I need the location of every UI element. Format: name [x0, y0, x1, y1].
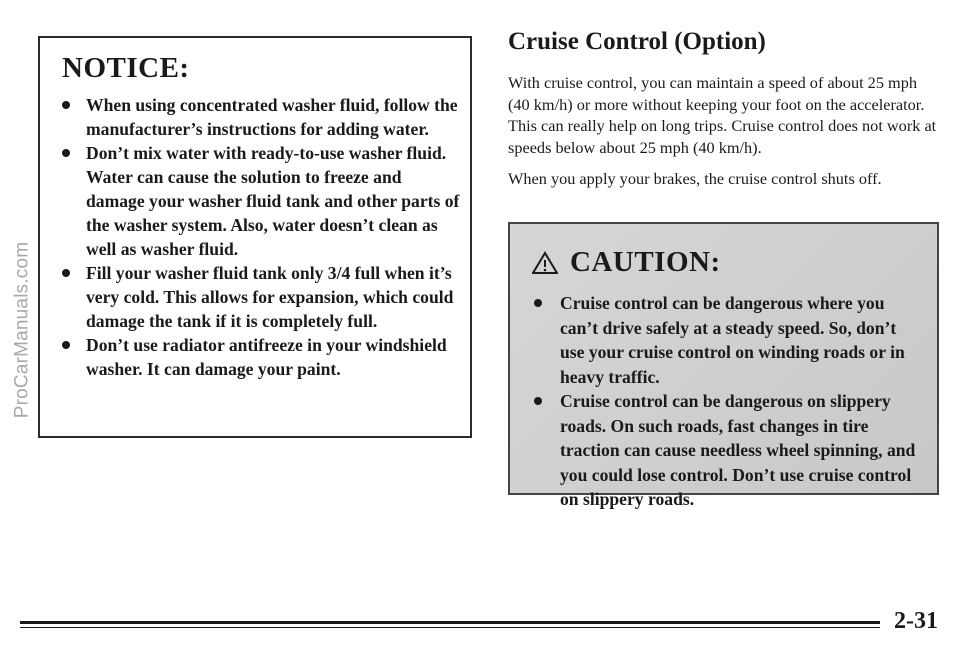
- body-paragraph: When you apply your brakes, the cruise control shuts off.: [508, 169, 882, 188]
- notice-item: [52, 333, 460, 381]
- bullet-icon: [62, 341, 70, 349]
- footer-rule: [20, 621, 880, 624]
- notice-item-text: Fill your washer fluid tank only 3/4 full when it’s very cold. This allows for expansion, which could damage the tank if it is completely full.: [86, 263, 454, 331]
- body-paragraph: With cruise control, you can maintain a speed of about 25 mph (40 km/h) or more without keeping your foot on the accelerator. This can really help on long trips. Cruise control does not work at speeds below about 25 mph (40 km/h).: [508, 73, 937, 157]
- watermark: [6, 130, 38, 530]
- watermark-text: ProCarManuals.com: [11, 241, 33, 419]
- caution-box: [508, 222, 939, 509]
- caution-header: [532, 246, 925, 279]
- caution-item: [522, 389, 925, 512]
- caution-item-text: Cruise control can be dangerous on slippery roads. On such roads, fast changes in tire traction can cause needless wheel spinning, and you could lose control. Don’t use cruise control on slippery roads.: [560, 391, 916, 509]
- section-title: Cruise Control (Option): [508, 28, 766, 55]
- notice-item-text: When using concentrated washer fluid, follow the manufacturer’s instructions for adding water.: [86, 95, 458, 139]
- caution-item: [522, 291, 925, 389]
- notice-list: [52, 93, 460, 381]
- notice-item-text: Don’t use radiator antifreeze in your windshield washer. It can damage your paint.: [86, 335, 447, 379]
- notice-box: [38, 36, 472, 438]
- bullet-icon: [62, 101, 70, 109]
- notice-item: [52, 141, 460, 261]
- notice-item: [52, 93, 460, 141]
- warning-triangle-icon: [532, 251, 558, 275]
- caution-item-text: Cruise control can be dangerous where you can’t drive safely at a steady speed. So, don’t use your cruise control on winding roads or in heavy traffic.: [560, 293, 905, 387]
- notice-title: NOTICE:: [62, 52, 190, 84]
- bullet-icon: [534, 299, 542, 307]
- notice-item: [52, 261, 460, 333]
- caution-title: CAUTION:: [570, 246, 721, 278]
- notice-item-text: Don’t mix water with ready-to-use washer fluid. Water can cause the solution to freeze and damage your washer fluid tank and other parts of the washer system. Also, water doesn’t clean as well as washer fluid.: [86, 143, 460, 259]
- bullet-icon: [534, 397, 542, 405]
- bullet-icon: [62, 149, 70, 157]
- caution-list: [522, 291, 925, 512]
- bullet-icon: [62, 269, 70, 277]
- cruise-section: [508, 28, 938, 200]
- page-number: 2-31: [894, 608, 938, 634]
- footer-rule-thin: [20, 627, 880, 628]
